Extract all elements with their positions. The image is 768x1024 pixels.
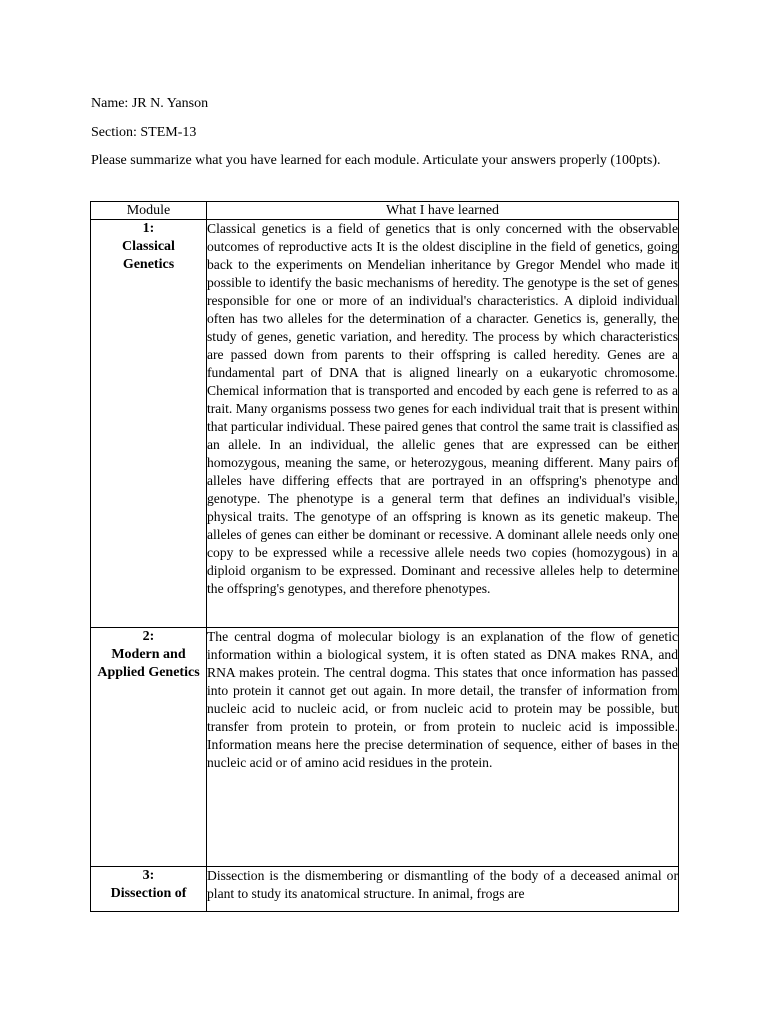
table-row <box>91 220 679 628</box>
module-title: Modern and Applied Genetics <box>97 647 200 680</box>
instructions: Please summarize what you have learned for each module. Articulate your answers properly (100pts). <box>91 153 661 168</box>
module-title: Dissection of <box>110 886 187 901</box>
table-row <box>91 628 679 867</box>
module-cell <box>91 220 207 628</box>
learned-text: Dissection is the dismembering or dismantling of the body of a deceased animal or plant to study its anatomical structure. In animal, frogs are <box>207 867 679 912</box>
module-cell <box>91 867 207 912</box>
learned-text: The central dogma of molecular biology is an explanation of the flow of genetic information within a biological system, it is often stated as DNA makes RNA, and RNA makes protein. The central dogma. This states that once information has passed into protein it cannot get out again. In more detail, the transfer of information from nucleic acid to nucleic acid, or from nucleic acid to protein may be possible, but transfer from protein to protein, or from protein to nucleic acid is impossible. Information means here the precise determination of sequence, either of bases in the nucleic acid or of amino acid residues in the protein. <box>207 628 679 867</box>
module-number: 2: <box>142 629 155 644</box>
student-section: Section: STEM-13 <box>91 125 197 140</box>
summary-table <box>90 201 679 912</box>
module-number: 1: <box>142 221 155 236</box>
table-header-row <box>91 202 679 220</box>
column-header-module: Module <box>91 202 207 220</box>
module-title: Classical Genetics <box>122 239 175 272</box>
learned-text: Classical genetics is a field of genetics that is only concerned with the observable outcomes of reproductive acts It is the oldest discipline in the field of genetics, going back to the experiments on Mendelian inheritance by Gregor Mendel who made it possible to identify the basic mechanisms of heredity. The genotype is the set of genes responsible for one or more of an individual's characteristics. A diploid individual often has two alleles for the determination of a character. Genetics is, generally, the study of genes, genetic variation, and heredity. The process by which characteristics are passed down from parents to their offspring is called heredity. Genes are a fundamental part of DNA that is aligned linearly on a eukaryotic chromosome. Chemical information that is transported and encoded by each gene is referred to as a trait. Many organisms possess two genes for each individual trait that is present within that particular individual. These paired genes that control the same trait is classified as an allele. In an individual, the allelic genes that are expressed can be either homozygous, meaning the same, or heterozygous, meaning different. Many pairs of alleles have differing effects that are portrayed in an offspring's phenotype and genotype. The phenotype is a general term that defines an individual's visible, physical traits. The genotype of an offspring is known as its genetic makeup. The alleles of genes can either be dominant or recessive. A dominant allele needs only one copy to be expressed while a recessive allele needs two copies (homozygous) in a diploid organism to be expressed. Dominant and recessive alleles help to determine the offspring's genotypes, and therefore phenotypes. <box>207 220 679 628</box>
module-number: 3: <box>142 868 155 883</box>
table-row <box>91 867 679 912</box>
module-cell <box>91 628 207 867</box>
student-name: Name: JR N. Yanson <box>91 96 209 111</box>
column-header-learned: What I have learned <box>207 202 679 220</box>
